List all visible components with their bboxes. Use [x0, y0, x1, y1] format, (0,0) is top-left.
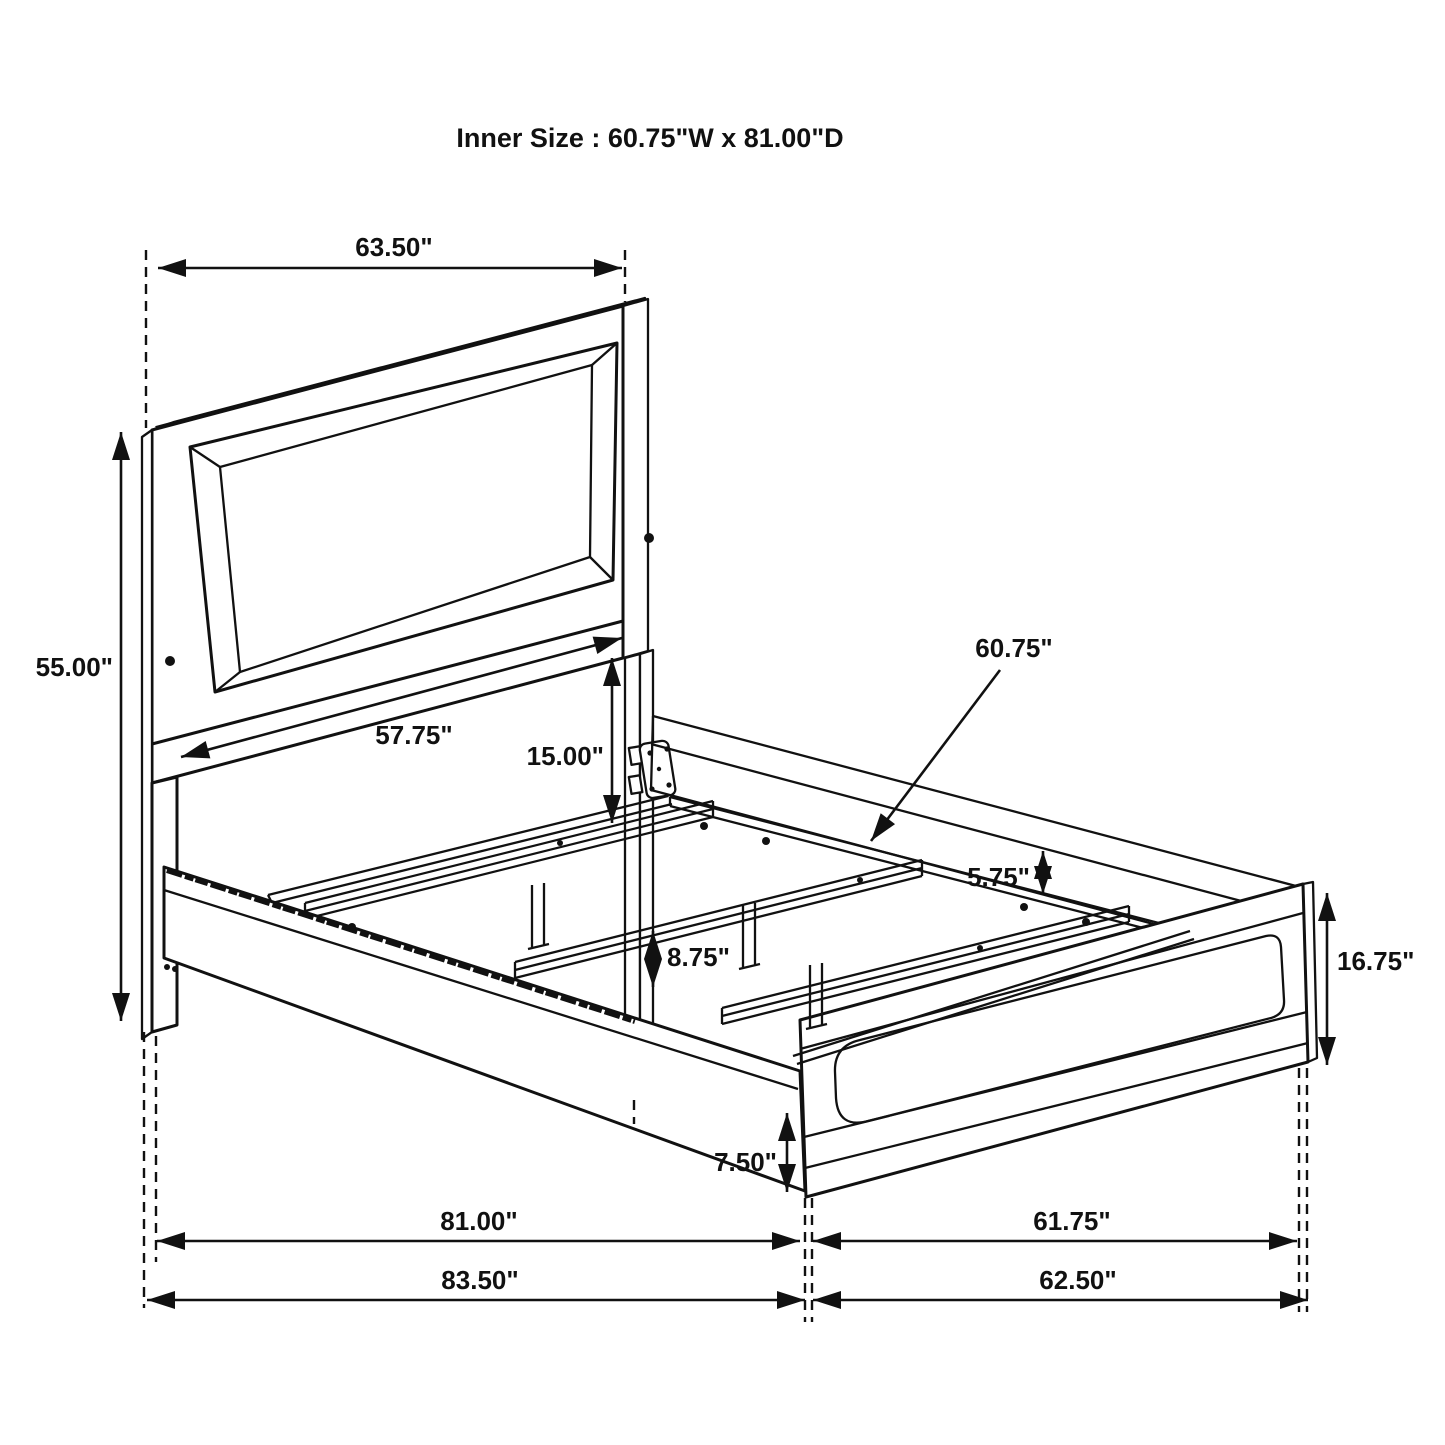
- support-leg-2: [739, 903, 760, 969]
- dim-label-support-height: 8.75": [667, 942, 730, 972]
- dim-label-post-height: 15.00": [526, 741, 604, 771]
- dim-label-overall-width: 62.50": [1039, 1265, 1117, 1295]
- bracket-screw: [657, 767, 661, 771]
- dim-label-rail-gap: 5.75": [967, 862, 1030, 892]
- headboard-right-side: [623, 299, 648, 658]
- leg-screw: [164, 964, 170, 970]
- dim-label-headboard-height: 55.00": [35, 652, 113, 682]
- dim-label-slat-width: 60.75": [975, 633, 1053, 663]
- slat-screw: [557, 840, 563, 846]
- rim-screw: [700, 822, 708, 830]
- rim-screw: [1020, 903, 1028, 911]
- dim-label-headboard-inner-width: 57.75": [375, 720, 453, 750]
- slat-screw: [857, 877, 863, 883]
- dimension-annotations: [36, 232, 1415, 1322]
- dim-label-footboard-inner-width: 61.75": [1033, 1206, 1111, 1236]
- slat-screw: [977, 945, 983, 951]
- leg-screw: [172, 966, 178, 972]
- headboard-screw-left: [165, 656, 175, 666]
- side-rail-board: [164, 867, 805, 1191]
- dim-label-overall-depth: 83.50": [441, 1265, 519, 1295]
- rail-screw: [348, 923, 356, 931]
- dim-label-footboard-height: 16.75": [1337, 946, 1415, 976]
- dim-label-rail-clearance: 7.50": [714, 1147, 777, 1177]
- near-side-rail: [164, 867, 805, 1191]
- rim-screw: [762, 837, 770, 845]
- dim-label-headboard-width: 63.50": [355, 232, 433, 262]
- bracket-screw: [666, 782, 671, 787]
- support-leg-1: [528, 883, 549, 949]
- leader-arrow-slat-width: [871, 670, 1000, 841]
- headboard-screw-right: [644, 533, 654, 543]
- bracket-hook-bottom: [629, 775, 643, 794]
- dim-label-inner-depth: 81.00": [440, 1206, 518, 1236]
- diagram-title: Inner Size : 60.75"W x 81.00"D: [456, 123, 844, 153]
